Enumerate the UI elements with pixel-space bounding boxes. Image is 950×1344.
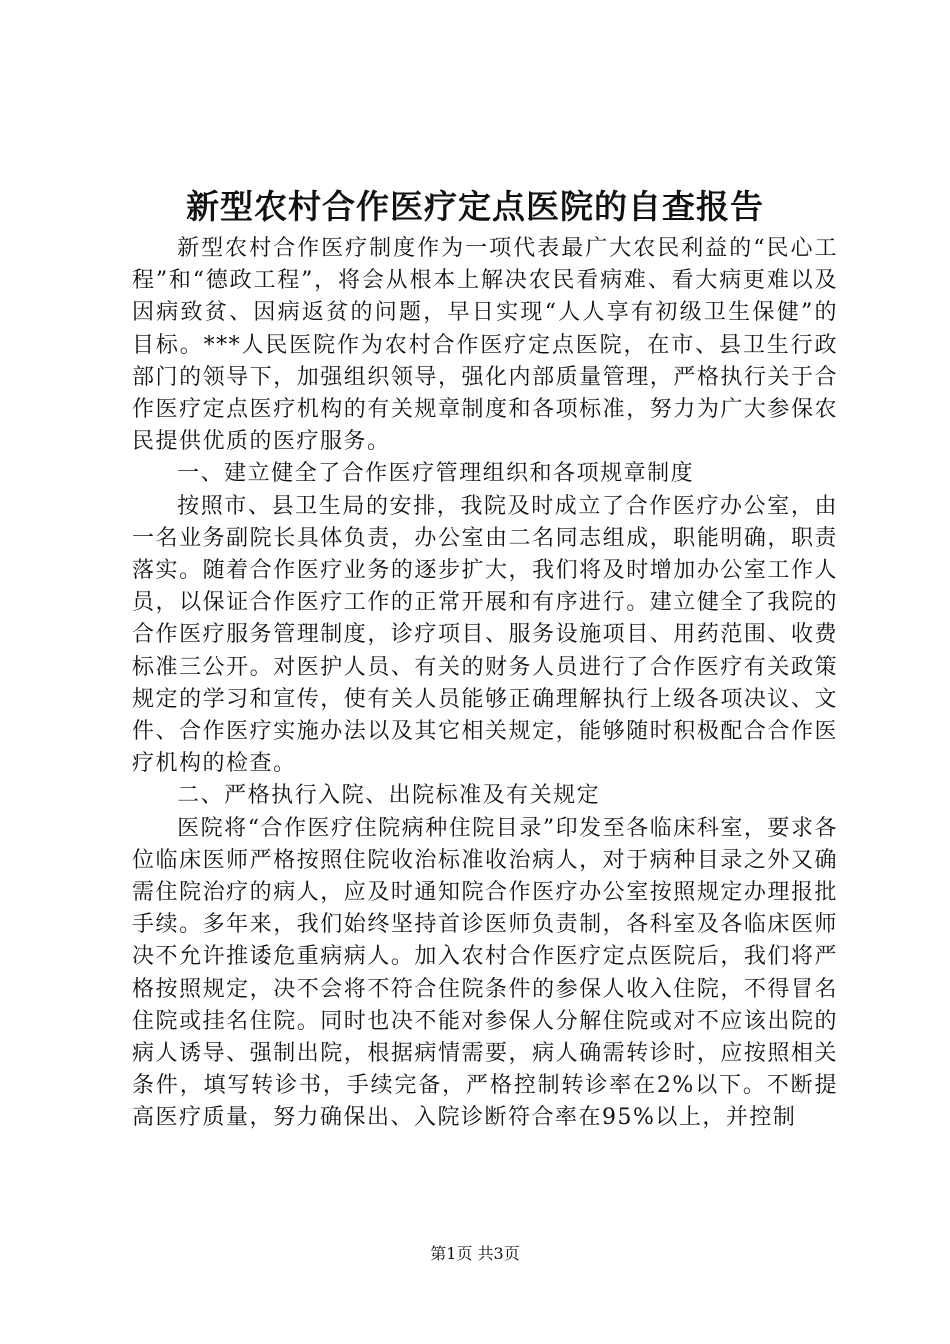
document-title: 新型农村合作医疗定点医院的自查报告 [186,187,764,226]
document-body [132,233,838,1135]
section-heading-2: 二、严格执行入院、出院标准及有关规定 [177,783,601,809]
intro-paragraph: 新型农村合作医疗制度作为一项代表最广大农民利益的“民心工程”和“德政工程”，将会从根本上解决农民看病难、看大病更难以及因病致贫、因病返贫的问题，早日实现“人人享有初级卫生保健”的目标。***人民医院作为农村合作医疗定点医院，在市、县卫生行政部门的领导下，加强组织领导，强化内部质量管理，严格执行关于合作医疗定点医疗机构的有关规章制度和各项标准，努力为广大参保农民提供优质的医疗服务。 [132,236,838,455]
section-1-paragraph: 按照市、县卫生局的安排，我院及时成立了合作医疗办公室，由一名业务副院长具体负责，办公室由二名同志组成，职能明确，职责落实。随着合作医疗业务的逐步扩大，我们将及时增加办公室工作人员，以保证合作医疗工作的正常开展和有序进行。建立健全了我院的合作医疗服务管理制度，诊疗项目、服务设施项目、用药范围、收费标准三公开。对医护人员、有关的财务人员进行了合作医疗有关政策规定的学习和宣传，使有关人员能够正确理解执行上级各项决议、文件、合作医疗实施办法以及其它相关规定，能够随时积极配合合作医疗机构的检查。 [132,493,838,777]
section-heading-1: 一、建立健全了合作医疗管理组织和各项规章制度 [177,461,695,487]
page-footer: 第1页 共3页 [430,1244,520,1263]
section-2-paragraph: 医院将“合作医疗住院病种住院目录”印发至各临床科室，要求各位临床医师严格按照住院收治标准收治病人，对于病种目录之外又确需住院治疗的病人，应及时通知院合作医疗办公室按照规定办理报批手续。多年来，我们始终坚持首诊医师负责制，各科室及各临床医师决不允许推诿危重病病人。加入农村合作医疗定点医院后，我们将严格按照规定，决不会将不符合住院条件的参保人收入住院，不得冒名住院或挂名住院。同时也决不能对参保人分解住院或对不应该出院的病人诱导、强制出院，根据病情需要，病人确需转诊时，应按照相关条件，填写转诊书，手续完备，严格控制转诊率在2%以下。不断提高医疗质量，努力确保出、入院诊断符合率在95%以上，并控制 [132,815,838,1131]
